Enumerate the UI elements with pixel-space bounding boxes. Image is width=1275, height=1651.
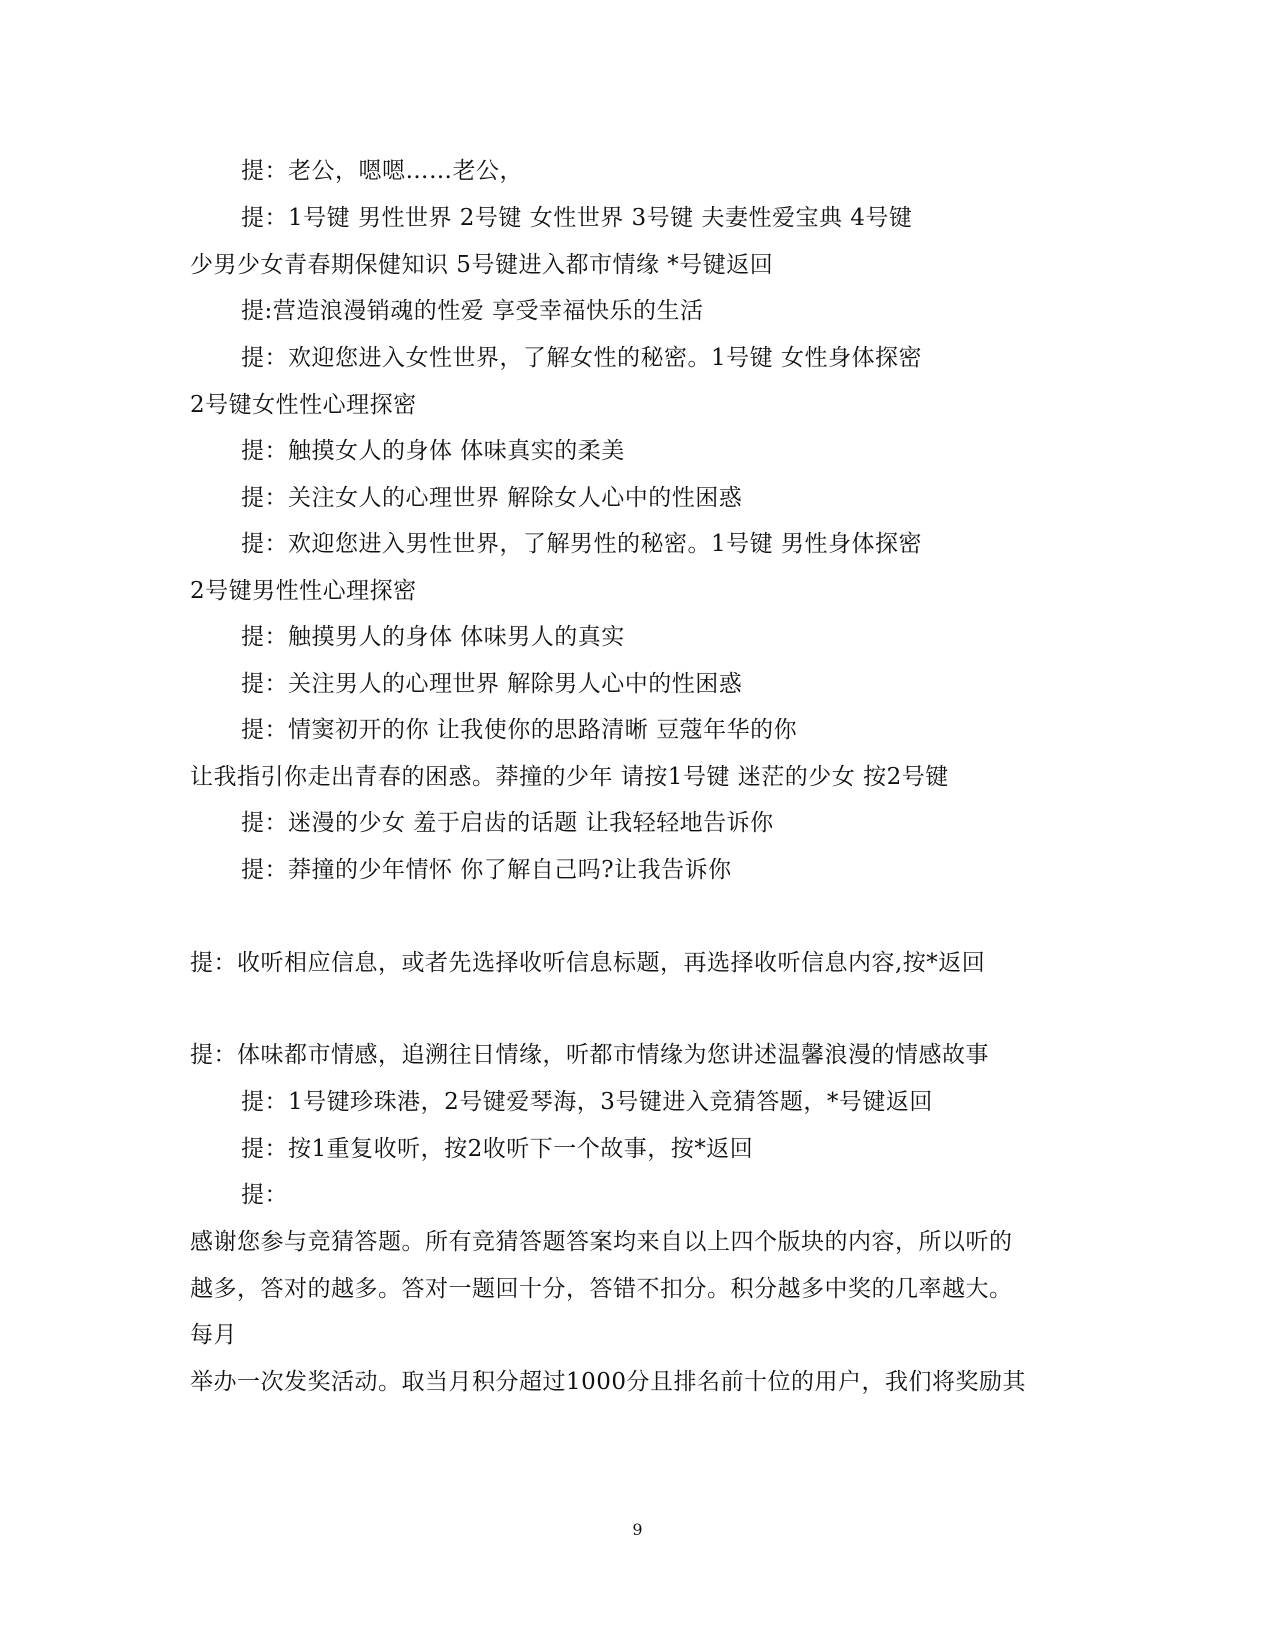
text-line: 提：1号键珍珠港，2号键爱琴海，3号键进入竞猜答题，*号键返回 xyxy=(241,1089,933,1115)
text-line: 提:营造浪漫销魂的性爱 享受幸福快乐的生活 xyxy=(241,298,704,324)
text-line: 2号键男性性心理探密 xyxy=(190,578,417,604)
text-line: 越多，答对的越多。答对一题回十分，答错不扣分。积分越多中奖的几率越大。 xyxy=(190,1276,1013,1302)
text-line: 提： xyxy=(241,1182,288,1208)
text-line: 感谢您参与竞猜答题。所有竞猜答题答案均来自以上四个版块的内容，所以听的 xyxy=(190,1229,1013,1255)
text-line: 提：触摸女人的身体 体味真实的柔美 xyxy=(241,438,625,464)
text-line: 让我指引你走出青春的困惑。莽撞的少年 请按1号键 迷茫的少女 按2号键 xyxy=(190,764,949,790)
text-line: 提：老公，嗯嗯……老公， xyxy=(241,158,523,184)
text-line: 提：情窦初开的你 让我使你的思路清晰 豆蔻年华的你 xyxy=(241,717,798,743)
text-line: 提：收听相应信息，或者先选择收听信息标题，再选择收听信息内容,按*返回 xyxy=(190,950,986,976)
text-line: 提：迷漫的少女 羞于启齿的话题 让我轻轻地告诉你 xyxy=(241,810,774,836)
text-line: 提：欢迎您进入女性世界，了解女性的秘密。1号键 女性身体探密 xyxy=(241,345,922,371)
text-line: 提：1号键 男性世界 2号键 女性世界 3号键 夫妻性爱宝典 4号键 xyxy=(241,205,913,231)
text-line: 提：体味都市情感，追溯往日情缘，听都市情缘为您讲述温馨浪漫的情感故事 xyxy=(190,1042,989,1068)
text-line: 提：触摸男人的身体 体味男人的真实 xyxy=(241,624,625,650)
text-line: 提：欢迎您进入男性世界，了解男性的秘密。1号键 男性身体探密 xyxy=(241,531,922,557)
text-line: 提：关注女人的心理世界 解除女人心中的性困惑 xyxy=(241,485,743,511)
text-line: 提：按1重复收听，按2收听下一个故事，按*返回 xyxy=(241,1136,754,1162)
text-line: 提：莽撞的少年情怀 你了解自己吗?让我告诉你 xyxy=(241,857,732,883)
text-line: 每月 xyxy=(190,1322,237,1348)
text-line: 2号键女性性心理探密 xyxy=(190,392,417,418)
page-number: 9 xyxy=(632,1520,643,1539)
text-line: 提：关注男人的心理世界 解除男人心中的性困惑 xyxy=(241,671,743,697)
text-line: 举办一次发奖活动。取当月积分超过1000分且排名前十位的用户，我们将奖励其 xyxy=(190,1369,1027,1395)
text-line: 少男少女青春期保健知识 5号键进入都市情缘 *号键返回 xyxy=(190,252,774,278)
